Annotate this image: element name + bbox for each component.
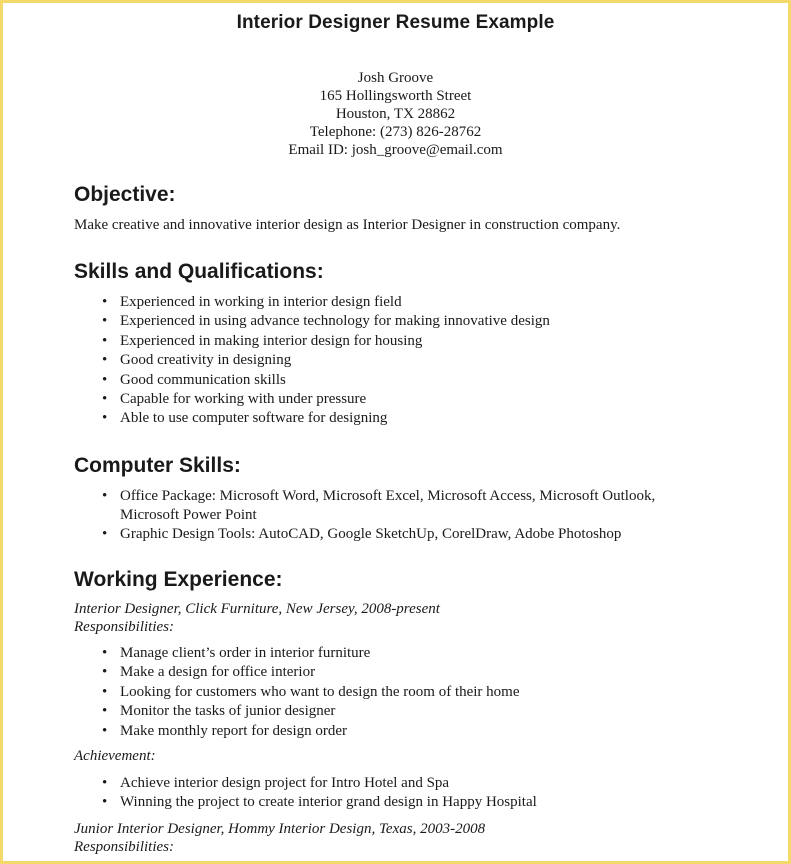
job1-responsibilities-list	[100, 644, 520, 741]
list-item	[100, 487, 655, 524]
document-title: Interior Designer Resume Example	[236, 12, 555, 33]
job2-responsibilities-label: Responsibilities:	[74, 839, 174, 855]
list-item: • Good communication skills	[100, 371, 550, 390]
list-item: • Good creativity in designing	[100, 351, 550, 370]
contact-email: Email ID: josh_groove@email.com	[288, 142, 503, 158]
job1-achievements-list	[100, 774, 537, 813]
list-item-line: Microsoft Power Point	[120, 506, 257, 523]
list-item: • Able to use computer software for designing	[100, 409, 550, 428]
list-item: • Winning the project to create interior grand design in Happy Hospital	[100, 793, 537, 812]
contact-block	[3, 69, 788, 159]
resume-document	[3, 3, 788, 861]
list-item: • Experienced in making interior design for housing	[100, 332, 550, 351]
computer-skills-list	[100, 487, 655, 545]
skills-heading: Skills and Qualifications:	[74, 260, 324, 283]
job2-title: Junior Interior Designer, Hommy Interior Design, Texas, 2003-2008	[74, 821, 486, 837]
contact-street: 165 Hollingsworth Street	[319, 88, 472, 104]
experience-heading: Working Experience:	[74, 568, 283, 591]
list-item: • Looking for customers who want to design the room of their home	[100, 683, 520, 702]
list-item: • Manage client’s order in interior furniture	[100, 644, 520, 663]
contact-telephone: Telephone: (273) 826-28762	[309, 124, 482, 140]
skills-list	[100, 293, 550, 429]
list-item: • Experienced in working in interior design field	[100, 293, 550, 312]
objective-heading: Objective:	[74, 183, 176, 206]
list-item: • Make monthly report for design order	[100, 722, 520, 741]
objective-text: Make creative and innovative interior design as Interior Designer in construction company.	[74, 217, 621, 233]
list-item: • Achieve interior design project for Intro Hotel and Spa	[100, 774, 537, 793]
list-item: • Graphic Design Tools: AutoCAD, Google SketchUp, CorelDraw, Adobe Photoshop	[100, 525, 655, 544]
list-item: • Capable for working with under pressure	[100, 390, 550, 409]
job1-achievement-label: Achievement:	[74, 748, 156, 764]
list-item: • Monitor the tasks of junior designer	[100, 702, 520, 721]
list-item: • Experienced in using advance technology for making innovative design	[100, 312, 550, 331]
contact-name: Josh Groove	[357, 70, 434, 86]
computer-skills-heading: Computer Skills:	[74, 454, 241, 477]
contact-city: Houston, TX 28862	[335, 106, 456, 122]
list-item: • Make a design for office interior	[100, 663, 520, 682]
job1-title: Interior Designer, Click Furniture, New Jersey, 2008-present	[74, 601, 440, 617]
list-item-line: Office Package: Microsoft Word, Microsoft Excel, Microsoft Access, Microsoft Outlook,	[120, 488, 656, 504]
job1-responsibilities-label: Responsibilities:	[74, 619, 174, 635]
